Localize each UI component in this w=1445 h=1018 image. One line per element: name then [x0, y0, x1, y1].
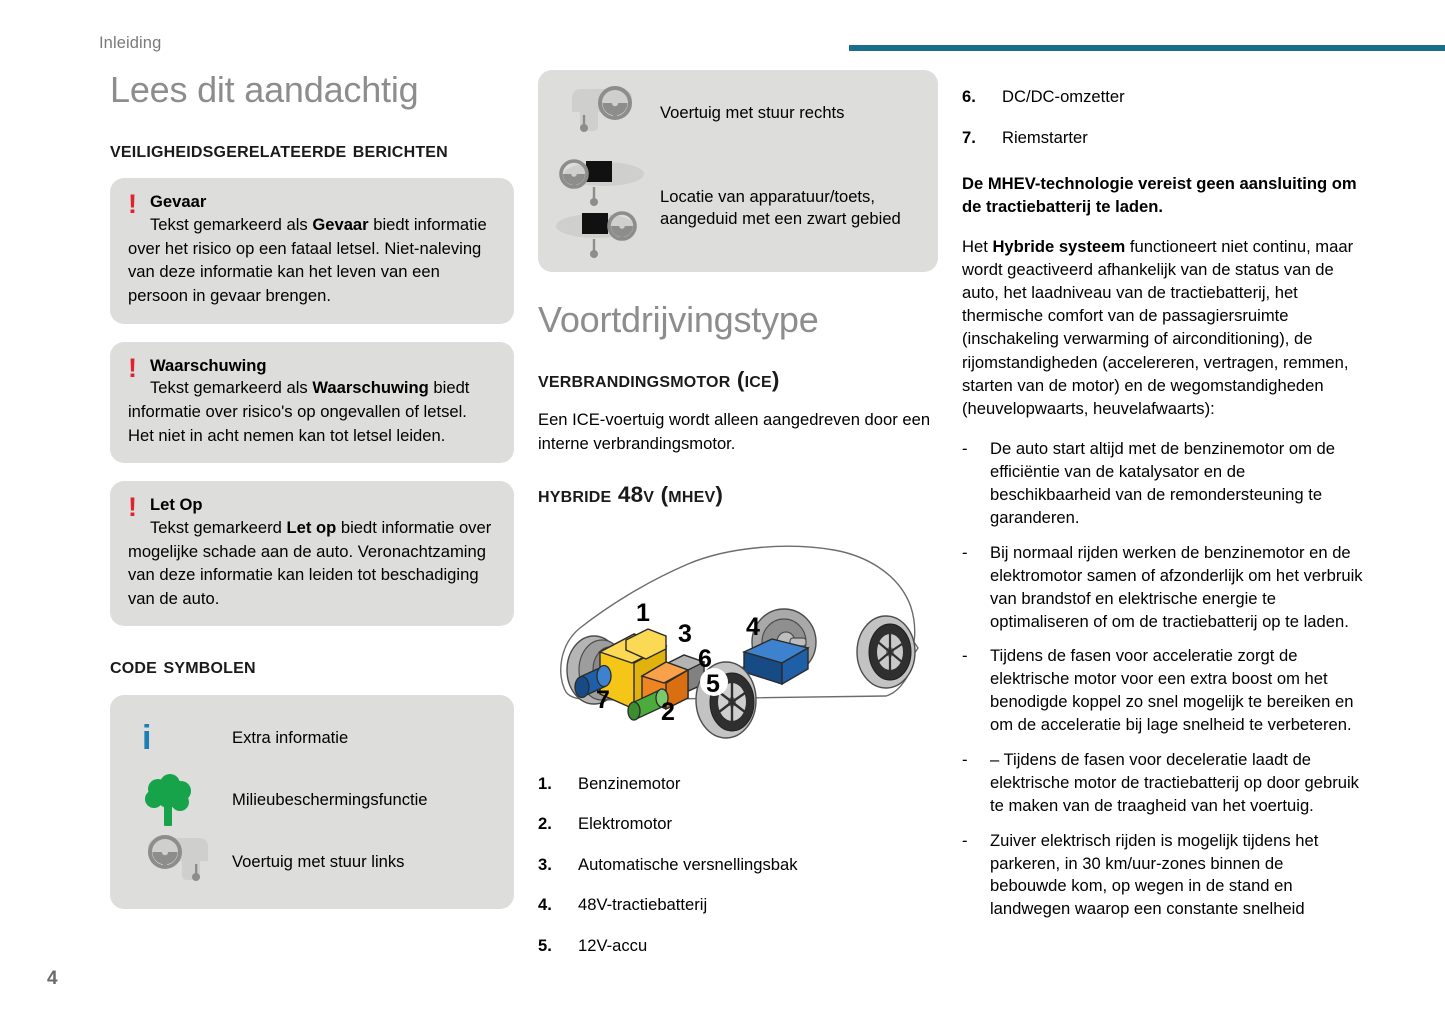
callout-text-lead: Tekst gemarkeerd — [150, 518, 287, 538]
callout-warning — [110, 342, 514, 464]
diagram-number-7: 7 — [596, 685, 610, 714]
page-header — [0, 0, 1445, 56]
callout-body — [128, 492, 496, 610]
symbol-legend-box — [110, 695, 514, 909]
bullet-marker: - — [962, 439, 968, 459]
list-item — [962, 645, 1364, 737]
list-item-number: 4. — [538, 895, 552, 915]
callout-text-rest: biedt informatie over mogelijke schade aan de auto. Veronachtzaming van deze informatie kan leiden tot beschadiging van de auto. — [128, 518, 492, 608]
symbol-label: Milieubeschermingsfunctie — [232, 790, 428, 810]
bullet-marker: - — [962, 830, 968, 850]
list-item — [962, 542, 1364, 634]
steering-legend-box — [538, 70, 938, 272]
callout-text-lead: Tekst gemarkeerd als — [150, 215, 313, 235]
callout-body — [128, 352, 496, 424]
list-item — [538, 773, 938, 795]
callout-text-rest: biedt informatie over risico's op ongevallen of letsel. — [128, 378, 470, 422]
list-item-label: 12V-accu — [578, 935, 648, 955]
steering-wheel-right-icon — [556, 84, 660, 142]
paragraph-bold: Hybride systeem — [992, 236, 1126, 256]
middle-column — [538, 70, 938, 975]
diagram-legend-list-continued — [962, 86, 1364, 148]
callout-body — [128, 189, 496, 307]
info-icon: i — [142, 718, 152, 757]
section-title-propulsion: Voortdrijvingstype — [538, 299, 819, 340]
steering-wheel-black-area-icon — [556, 158, 660, 258]
bullet-marker: - — [962, 542, 968, 562]
paragraph-rest: functioneert niet continu, maar wordt geactiveerd afhankelijk van de status van de auto, het laadniveau van de tractiebatterij, het thermische comfort van de passagiersruimte (inschakeling verwarming of airconditioning), de rijomstandigheden (accelereren, vertragen, remmen, starten van de motor) en de wegomstandigheden (heuvelopwaarts, heuvelafwaarts): — [962, 236, 1354, 419]
list-item-number: 7. — [962, 127, 976, 147]
list-item — [128, 769, 496, 831]
symbol-label: Voertuig met stuur links — [232, 852, 405, 872]
list-item — [538, 813, 938, 835]
page-number: 4 — [47, 968, 58, 989]
callout-text-lead: Tekst gemarkeerd als — [150, 378, 313, 398]
steering-legend-label: Locatie van apparatuur/toets, aangeduid met een zwart gebied — [660, 186, 901, 228]
header-rule — [849, 45, 1445, 51]
list-item — [962, 830, 1364, 922]
list-item-number: 5. — [538, 935, 552, 955]
callout-title: Waarschuwing — [150, 355, 267, 375]
mhev-powertrain-diagram — [538, 524, 938, 747]
hybrid-system-paragraph — [962, 235, 1364, 421]
list-item — [962, 749, 1364, 818]
diagram-number-2: 2 — [661, 697, 675, 726]
list-item-label: – Tijdens de fasen voor deceleratie laadt de elektrische motor de tractiebatterij op door gebruik te maken van de traagheid van het voertuig. — [990, 750, 1359, 815]
list-item — [962, 127, 1364, 149]
list-item-label: Automatische versnellingsbak — [578, 854, 798, 874]
tree-icon — [128, 773, 232, 827]
steering-legend-label: Voertuig met stuur rechts — [660, 102, 845, 122]
list-item — [962, 86, 1364, 108]
callout-caution — [110, 481, 514, 626]
list-item — [128, 831, 496, 893]
left-column — [110, 70, 514, 909]
page-title: Lees dit aandachtig — [110, 69, 419, 110]
list-item-label: De auto start altijd met de benzinemotor om de efficiëntie van de katalysator en de beschikbaarheid van de remondersteuning te garanderen. — [990, 439, 1335, 527]
callout-extra-line: Het niet in acht nemen kan tot letsel leiden. — [128, 425, 446, 445]
steering-wheel-left-icon — [128, 833, 232, 891]
bullet-marker: - — [962, 750, 968, 769]
diagram-number-3: 3 — [678, 619, 692, 648]
ice-description: Een ICE-voertuig wordt alleen aangedreven door een interne verbrandingsmotor. — [538, 410, 931, 453]
list-item — [128, 707, 496, 769]
symbol-label: Extra informatie — [232, 728, 349, 748]
section-heading-safety: veiligheidsgerelateerde berichten — [110, 136, 448, 162]
callout-title: Gevaar — [150, 192, 207, 212]
list-item-label: Zuiver elektrisch rijden is mogelijk tijdens het parkeren, in 30 km/uur-zones binnen de bebouwde kom, op wegen in de stand en landwegen waarop een constante snelheid — [990, 830, 1319, 919]
callout-text-bold: Let op — [286, 518, 337, 538]
list-item-label: Tijdens de fasen voor acceleratie zorgt de elektrische motor voor een extra boost om het benodigde koppel zo snel mogelijk te bereiken en om de acceleratie bij lage snelheid te verbeteren. — [990, 646, 1354, 735]
exclamation-icon: ! — [128, 189, 137, 220]
exclamation-icon: ! — [128, 352, 137, 383]
list-item — [556, 84, 920, 142]
list-item-label: DC/DC-omzetter — [1002, 87, 1125, 106]
diagram-number-5: 5 — [706, 669, 720, 698]
list-item — [538, 935, 938, 957]
list-item-label: Riemstarter — [1002, 127, 1088, 147]
subsection-heading-mhev: hybride 48v (mhev) — [538, 481, 724, 507]
list-item-number: 2. — [538, 814, 552, 834]
list-item-number: 1. — [538, 773, 552, 793]
diagram-legend-list — [538, 773, 938, 957]
callout-text-bold: Waarschuwing — [312, 378, 429, 398]
paragraph-lead: Het — [962, 236, 993, 256]
hybrid-behaviour-list — [962, 438, 1364, 921]
list-item — [556, 158, 920, 258]
list-item — [962, 438, 1364, 530]
breadcrumb: Inleiding — [99, 34, 162, 52]
list-item-label: Benzinemotor — [578, 773, 681, 793]
mhev-bold-statement: De MHEV-technologie vereist geen aansluiting om de tractiebatterij te laden. — [962, 174, 1357, 217]
right-column — [962, 86, 1364, 933]
callout-title: Let Op — [150, 495, 203, 515]
list-item — [538, 854, 938, 876]
callout-danger — [110, 178, 514, 323]
callout-text-bold: Gevaar — [312, 215, 369, 235]
section-heading-symbols: code symbolen — [110, 653, 256, 679]
subsection-heading-ice: verbrandingsmotor (ice) — [538, 366, 780, 392]
diagram-number-1: 1 — [636, 598, 650, 627]
list-item — [538, 894, 938, 916]
callout-text-rest: biedt informatie over het risico op een fataal letsel. Niet-naleving van deze informatie kan het leven van een persoon in gevaar brengen. — [128, 215, 487, 305]
diagram-number-4: 4 — [746, 612, 760, 641]
list-item-label: 48V-tractiebatterij — [578, 895, 708, 915]
list-item-number: 3. — [538, 854, 552, 874]
list-item-label: Elektromotor — [578, 814, 673, 834]
diagram-number-6: 6 — [698, 644, 712, 673]
list-item-label: Bij normaal rijden werken de benzinemotor en de elektromotor samen of afzonderlijk om het verbruik van brandstof en elektrische energie te optimaliseren of om de tractiebatterij op te laden. — [990, 542, 1363, 631]
exclamation-icon: ! — [128, 492, 137, 523]
bullet-marker: - — [962, 646, 968, 666]
list-item-number: 6. — [962, 87, 976, 106]
